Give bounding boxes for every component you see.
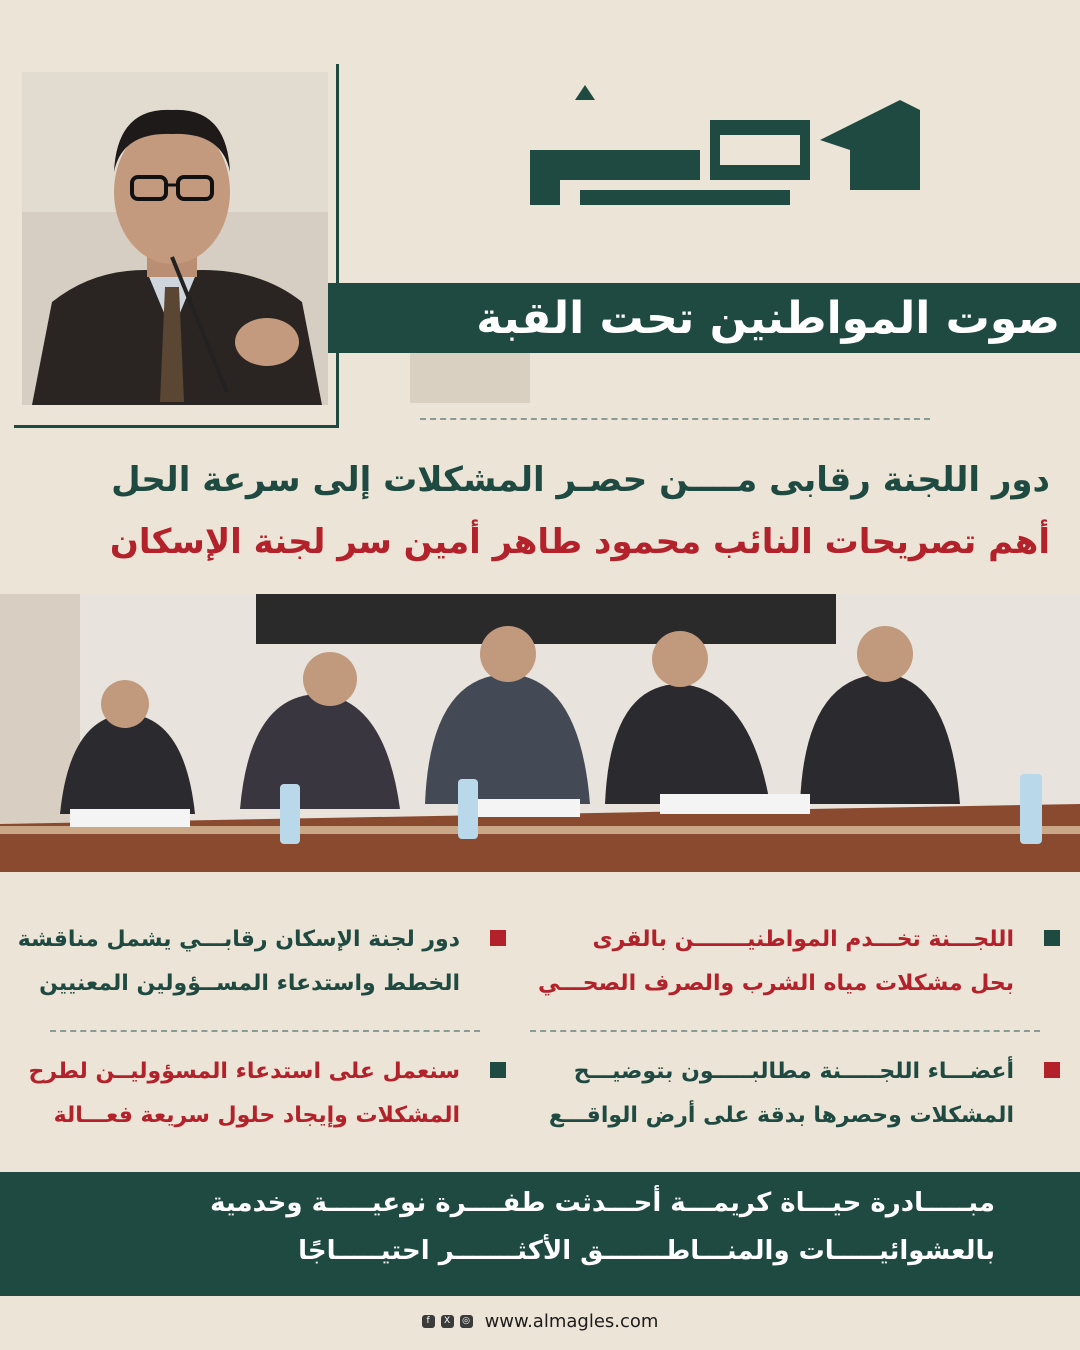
subheadline-1: دور اللجنة رقابى مــــن حصـر المشكلات إلى سرعة الحل	[111, 460, 1050, 500]
headline: صوت المواطنين تحت القبة	[476, 292, 1060, 344]
divider	[530, 1030, 1040, 1032]
facebook-icon[interactable]: f	[422, 1315, 435, 1328]
bullet-2-line-1: دور لجنة الإسكان رقابـــي يشمل مناقشة	[17, 927, 460, 952]
footer	[0, 1306, 1080, 1336]
portrait-photo	[22, 72, 328, 405]
bullet-square-3	[1044, 1062, 1060, 1078]
bullet-1-line-1: اللجـــنة تخـــدم المواطنيـــــــن بالقرى	[592, 927, 1014, 952]
banner-shadow	[410, 353, 530, 403]
meeting-photo	[0, 594, 1080, 872]
bullet-4-line-2: المشكلات وإيجاد حلول سريعة فعـــالة	[53, 1103, 460, 1128]
bullet-square-4	[490, 1062, 506, 1078]
bottom-banner	[0, 1172, 1080, 1296]
instagram-icon[interactable]: ◎	[460, 1315, 473, 1328]
banner-line-2: بالعشوائيـــــات والمنـــاطـــــــق الأكثـــــــر احتيـــــاجًا	[298, 1236, 995, 1266]
headline-banner	[328, 283, 1080, 353]
x-icon[interactable]: X	[441, 1315, 454, 1328]
bullet-2-line-2: الخطط واستدعاء المســؤولين المعنيين	[39, 971, 460, 996]
almagles-logo	[520, 80, 920, 220]
website-link[interactable]: www.almagles.com	[484, 1310, 659, 1332]
subheadline-2: أهم تصريحات النائب محمود طاهر أمين سر لجنة الإسكان	[109, 522, 1050, 562]
bullet-3-line-1: أعضـــاء اللجـــــنة مطالبـــــون بتوضيـــح	[573, 1059, 1014, 1084]
divider	[420, 418, 930, 420]
bullet-1-line-2: بحل مشكلات مياه الشرب والصرف الصحـــي	[537, 971, 1014, 996]
bullet-4-line-1: سنعمل على استدعاء المسؤوليــن لطرح	[28, 1059, 460, 1084]
banner-line-1: مبـــــادرة حيـــاة كريمـــة أحـــدثت طفــــرة نوعيـــــة وخدمية	[210, 1188, 995, 1218]
bullet-square-1	[1044, 930, 1060, 946]
bullet-3-line-2: المشكلات وحصرها بدقة على أرض الواقـــع	[548, 1103, 1014, 1128]
divider	[50, 1030, 480, 1032]
bullet-square-2	[490, 930, 506, 946]
